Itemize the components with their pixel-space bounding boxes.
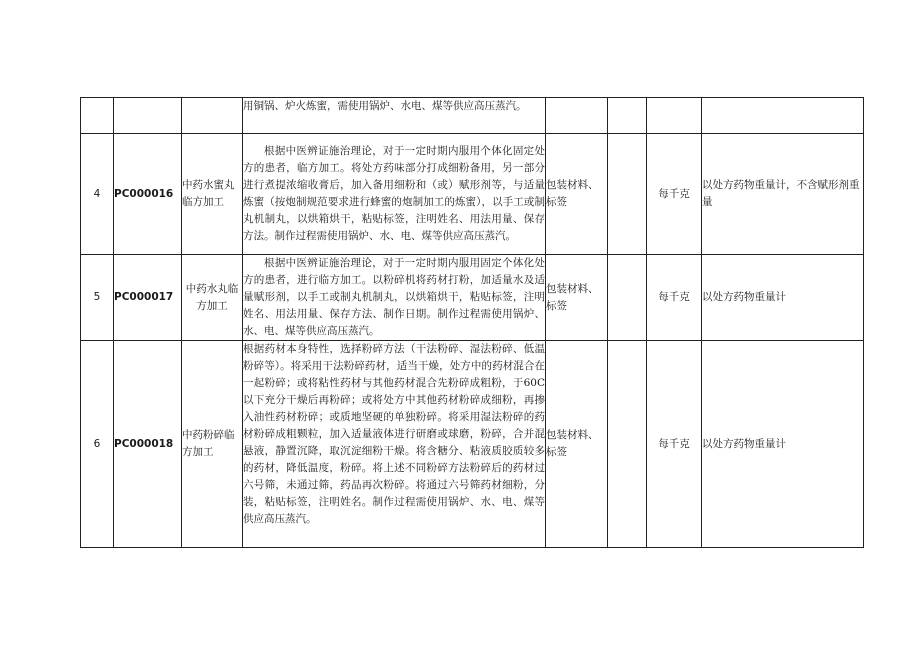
item-note: [702, 98, 864, 134]
row-number: [81, 98, 114, 134]
description-text: 用铜锅、炉火炼蜜，需使用锅炉、水电、煤等供应高压蒸汽。: [243, 100, 527, 112]
item-unit: 每千克: [647, 341, 702, 548]
item-unit: 每千克: [647, 255, 702, 341]
table-row: [81, 341, 864, 548]
item-code: PC000016: [114, 134, 182, 255]
table-row: [81, 134, 864, 255]
item-note: 以处方药物重量计: [702, 341, 864, 548]
item-code: PC000017: [114, 255, 182, 341]
item-name: 中药水丸临方加工: [182, 255, 243, 341]
empty-cell: [608, 98, 647, 134]
item-material: 包装材料、标签: [546, 255, 608, 341]
row-number: 6: [81, 341, 114, 548]
item-note: 以处方药物重量计: [702, 255, 864, 341]
row-number: 4: [81, 134, 114, 255]
item-description: [243, 255, 546, 341]
description-text: 根据药材本身特性，选择粉碎方法（干法粉碎、湿法粉碎、低温粉碎等）。将采用干法粉碎药材，适当干燥，处方中的药材混合在一起粉碎；或将粘性药材与其他药材混合先粉碎成粗粉，于60C以下充分干燥后再粉碎；或将处方中其他药材粉碎成细粉，再掺入油性药材粉碎；或质地坚硬的单独粉碎。将采用湿法粉碎的药材粉碎成粗颗粒，加入适量液体进行研磨或球磨，粉碎，合并混悬液，静置沉降，取沉淀细粉干燥。将含糖分、粘液质胶质较多的药材，降低温度，粉碎。将上述不同粉碎方法粉碎后的药材过六号筛，未通过筛，药品再次粉碎。将通过六号筛药材细粉，分装，粘贴标签，注明姓名。制作过程需使用锅炉、水、电、煤等供应高压蒸汽。: [243, 343, 545, 525]
description-text: 根据中医辨证施治理论，对于一定时期内服用固定个体化处方的患者，进行临方加工。以粉碎机将药材打粉，加适量水及适量赋形剂，以手工或制丸机制丸，以烘箱烘干，粘贴标签，注明姓名、用法用量、保存方法、制作日期。制作过程需使用锅炉、水、电、煤等供应高压蒸汽。: [243, 257, 545, 337]
item-unit: [647, 98, 702, 134]
empty-cell: [608, 341, 647, 548]
row-number: 5: [81, 255, 114, 341]
item-name: 中药水蜜丸临方加工: [182, 134, 243, 255]
item-material: [546, 98, 608, 134]
item-description: [243, 134, 546, 255]
description-text: 根据中医辨证施治理论，对于一定时期内服用个体化固定处方的患者，临方加工。将处方药味部分打成细粉备用，另一部分进行煮提浓缩收膏后，加入备用细粉和（或）赋形剂等，与适量炼蜜（按炮制规范要求进行蜂蜜的炮制加工的炼蜜），以手工或制丸机制丸，以烘箱烘干，粘贴标签，注明姓名、用法用量、保存方法。制作过程需使用锅炉、水、电、煤等供应高压蒸汽。: [243, 145, 545, 242]
table-row: [81, 98, 864, 134]
pricing-table: [80, 97, 864, 548]
item-description: [243, 98, 546, 134]
table-row: [81, 255, 864, 341]
item-code: [114, 98, 182, 134]
item-name: 中药粉碎临方加工: [182, 341, 243, 548]
item-material: 包装材料、标签: [546, 134, 608, 255]
item-code: PC000018: [114, 341, 182, 548]
item-name: [182, 98, 243, 134]
empty-cell: [608, 134, 647, 255]
item-note: 以处方药物重量计，不含赋形剂重量: [702, 134, 864, 255]
item-unit: 每千克: [647, 134, 702, 255]
item-description: [243, 341, 546, 548]
item-material: 包装材料、标签: [546, 341, 608, 548]
empty-cell: [608, 255, 647, 341]
